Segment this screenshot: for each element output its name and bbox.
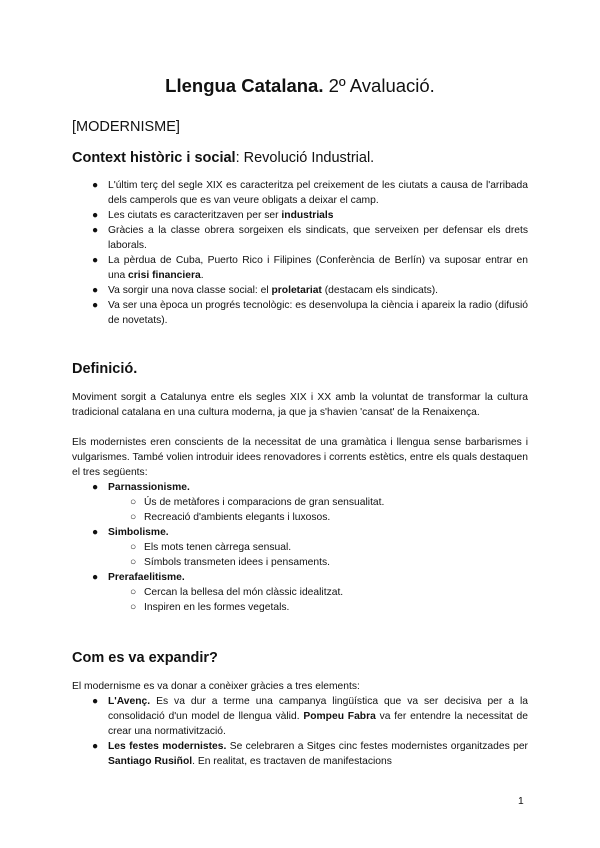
- movement-detail: Cercan la bellesa del món clàssic idealitzat.: [144, 587, 344, 598]
- movement-label: Prerafaelitisme.: [108, 572, 185, 583]
- bullet-icon: ●: [92, 300, 99, 311]
- bullet-icon: ●: [92, 572, 99, 583]
- section-tag: [MODERNISME]: [72, 119, 180, 135]
- bullet-icon: ●: [92, 180, 99, 191]
- title-bold: Llengua Catalana.: [165, 75, 324, 96]
- context-heading-bold: Context històric i social: [72, 150, 236, 166]
- expandir-heading: Com es va expandir?: [72, 650, 218, 666]
- expandir-bullet-list: [0, 694, 600, 769]
- circle-bullet-icon: ○: [130, 497, 137, 508]
- list-item: ● Gràcies a la classe obrera sorgeixen els sindicats, que serveixen per defensar els drets laborals.: [92, 225, 528, 251]
- document-title: [0, 74, 600, 98]
- circle-bullet-icon: ○: [130, 602, 137, 613]
- bullet-icon: ●: [92, 741, 99, 752]
- title-rest: 2º Avaluació.: [323, 75, 435, 96]
- definicio-heading: Definició.: [72, 361, 138, 377]
- bullet-icon: ●: [92, 285, 99, 296]
- movement-label: Simbolisme.: [108, 527, 169, 538]
- movements-list: [0, 480, 600, 615]
- context-bullet-list: [0, 178, 600, 328]
- list-item: ● Les festes modernistes. Se celebraren a Sitges cinc festes modernistes organitzades per Santiago Rusiñol. En realitat, es tractaven de manifestacions: [92, 741, 528, 767]
- circle-bullet-icon: ○: [130, 557, 137, 568]
- movement-detail: Ús de metàfores i comparacions de gran sensualitat.: [144, 497, 385, 508]
- movement-detail: Recreació d'ambients elegants i luxosos.: [144, 512, 331, 523]
- context-heading: [72, 148, 374, 168]
- circle-bullet-icon: ○: [130, 512, 137, 523]
- list-item: ● Va sorgir una nova classe social: el proletariat (destacam els sindicats).: [92, 285, 439, 296]
- movement-detail: Símbols transmeten idees i pensaments.: [144, 557, 331, 568]
- list-item: ● L'últim terç del segle XIX es caracteritza pel creixement de les ciutats a causa de l'arribada dels camperols que es van veure obligats a deixar el camp.: [92, 180, 528, 206]
- bullet-icon: ●: [92, 225, 99, 236]
- list-item: ● La pèrdua de Cuba, Puerto Rico i Filipines (Conferència de Berlín) va suposar entrar en una crisi financiera.: [92, 255, 528, 281]
- list-item: ● Va ser una època un progrés tecnològic: es desenvolupa la ciència i apareix la radio (difusió de novetats).: [92, 300, 528, 326]
- circle-bullet-icon: ○: [130, 542, 137, 553]
- bullet-icon: ●: [92, 482, 99, 493]
- expandir-intro: El modernisme es va donar a conèixer gràcies a tres elements:: [72, 681, 360, 692]
- context-heading-rest: : Revolució Industrial.: [235, 150, 375, 166]
- bullet-icon: ●: [92, 696, 99, 707]
- bullet-icon: ●: [92, 255, 99, 266]
- definicio-paragraph-2: Els modernistes eren conscients de la necessitat de una gramàtica i llengua sense barbarismes i vulgarismes. També volien introduir idees renovadores i corrents estètics, entre els quals destaquen el tres següents:: [72, 437, 528, 478]
- page-number: 1: [518, 796, 524, 807]
- movement-label: Parnassionisme.: [108, 482, 190, 493]
- bullet-icon: ●: [92, 210, 99, 221]
- definicio-paragraph-1: Moviment sorgit a Catalunya entre els segles XIX i XX amb la voluntat de transformar la cultura tradicional catalana en una cultura moderna, ja que ja s'havien 'cansat' de la Renaixença.: [72, 392, 528, 418]
- list-item: ● L'Avenç. Es va dur a terme una campanya lingüística que va ser decisiva per a la consolidació d'un model de llengua vàlid. Pompeu Fabra va fer entendre la necessitat de crear una normativització.: [92, 696, 528, 737]
- bullet-icon: ●: [92, 527, 99, 538]
- circle-bullet-icon: ○: [130, 587, 137, 598]
- movement-detail: Els mots tenen càrrega sensual.: [144, 542, 292, 553]
- list-item: ● Les ciutats es caracteritzaven per ser industrials: [92, 210, 334, 221]
- movement-detail: Inspiren en les formes vegetals.: [144, 602, 290, 613]
